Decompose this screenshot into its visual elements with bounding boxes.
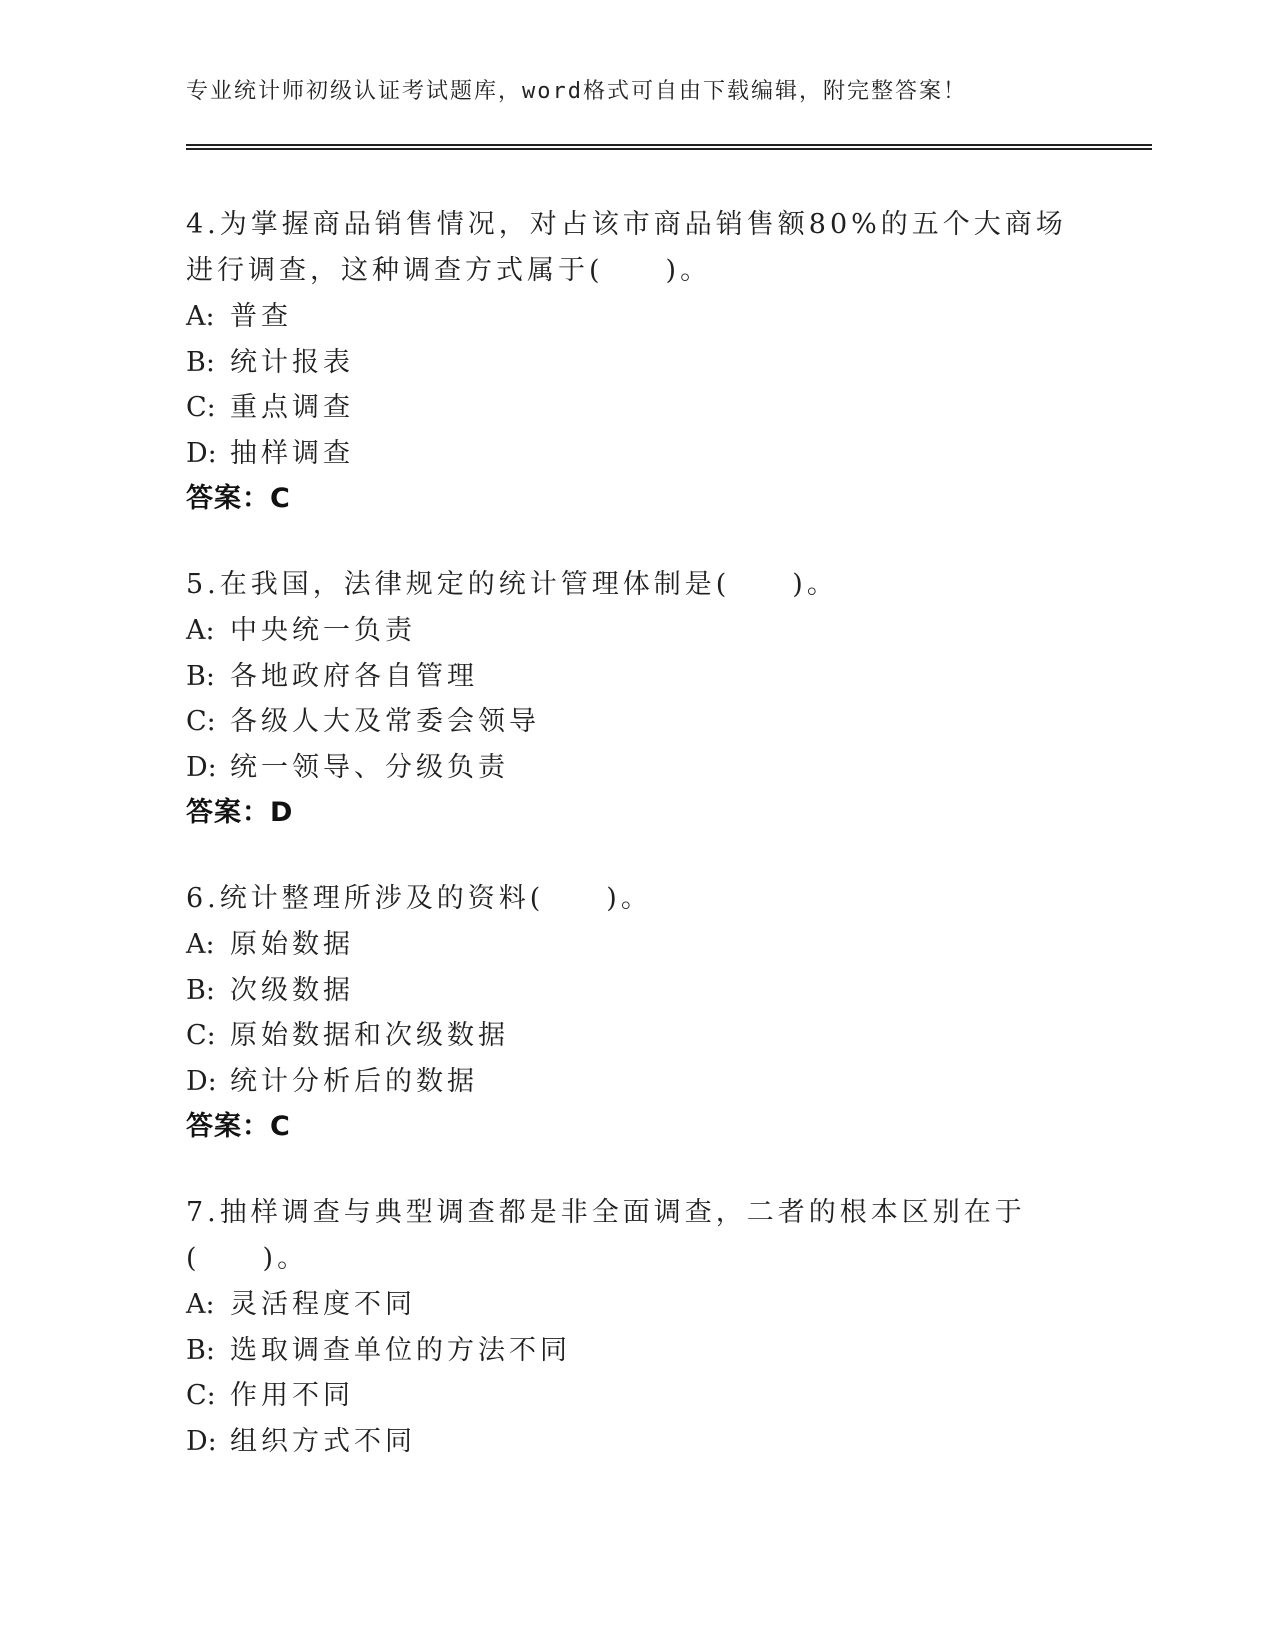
option-b bbox=[186, 1328, 1086, 1374]
option-d bbox=[186, 1419, 1086, 1465]
option-key: A: bbox=[186, 929, 215, 960]
option-text: 重点调查 bbox=[230, 392, 354, 423]
option-text: 次级数据 bbox=[230, 974, 354, 1006]
option-a bbox=[186, 294, 1086, 340]
option-key: B: bbox=[186, 1334, 215, 1366]
option-d bbox=[186, 745, 1086, 791]
option-key: A: bbox=[186, 1289, 215, 1320]
option-c bbox=[186, 1013, 1086, 1059]
option-d bbox=[186, 1059, 1086, 1105]
answer-line: 答案：C bbox=[186, 1111, 291, 1142]
option-key: C: bbox=[186, 706, 216, 737]
question-5 bbox=[186, 562, 1086, 836]
option-text: 中央统一负责 bbox=[230, 615, 416, 646]
question-list bbox=[186, 202, 1086, 1504]
option-text: 组织方式不同 bbox=[230, 1425, 416, 1457]
document-header: 专业统计师初级认证考试题库，word格式可自由下载编辑，附完整答案！ bbox=[186, 79, 967, 104]
option-a bbox=[186, 1282, 1086, 1328]
option-b bbox=[186, 340, 1086, 386]
option-text: 各级人大及常委会领导 bbox=[230, 706, 540, 737]
option-key: C: bbox=[186, 1020, 216, 1051]
option-key: D: bbox=[186, 437, 217, 469]
question-7 bbox=[186, 1190, 1086, 1464]
question-stem: 4.为掌握商品销售情况，对占该市商品销售额80%的五个大商场进行调查，这种调查方式属于( )。 bbox=[186, 209, 1067, 286]
option-key: B: bbox=[186, 660, 215, 692]
option-b bbox=[186, 968, 1086, 1014]
option-c bbox=[186, 385, 1086, 431]
option-text: 普查 bbox=[230, 301, 292, 332]
option-c bbox=[186, 699, 1086, 745]
option-key: B: bbox=[186, 346, 215, 378]
question-stem: 6.统计整理所涉及的资料( )。 bbox=[186, 883, 652, 914]
question-stem: 5.在我国，法律规定的统计管理体制是( )。 bbox=[186, 569, 838, 600]
option-key: A: bbox=[186, 615, 215, 646]
answer-line: 答案：C bbox=[186, 483, 291, 514]
option-text: 作用不同 bbox=[230, 1380, 354, 1411]
option-text: 灵活程度不同 bbox=[230, 1289, 416, 1320]
option-key: D: bbox=[186, 1425, 217, 1457]
option-key: D: bbox=[186, 1065, 217, 1097]
option-text: 选取调查单位的方法不同 bbox=[230, 1334, 571, 1366]
option-d bbox=[186, 431, 1086, 477]
option-text: 各地政府各自管理 bbox=[230, 660, 478, 692]
option-text: 原始数据 bbox=[230, 929, 354, 960]
option-key: B: bbox=[186, 974, 215, 1006]
option-key: D: bbox=[186, 751, 217, 783]
option-c bbox=[186, 1373, 1086, 1419]
question-stem: 7.抽样调查与典型调查都是非全面调查，二者的根本区别在于( )。 bbox=[186, 1197, 1026, 1274]
option-key: C: bbox=[186, 392, 216, 423]
answer-line: 答案：D bbox=[186, 797, 294, 828]
option-text: 原始数据和次级数据 bbox=[230, 1020, 509, 1051]
option-text: 统计分析后的数据 bbox=[230, 1065, 478, 1097]
option-a bbox=[186, 608, 1086, 654]
option-text: 统计报表 bbox=[230, 346, 354, 378]
question-6 bbox=[186, 876, 1086, 1150]
header-divider bbox=[186, 144, 1152, 150]
option-text: 抽样调查 bbox=[230, 437, 354, 469]
option-a bbox=[186, 922, 1086, 968]
option-key: A: bbox=[186, 301, 215, 332]
option-b bbox=[186, 654, 1086, 700]
option-text: 统一领导、分级负责 bbox=[230, 751, 509, 783]
option-key: C: bbox=[186, 1380, 216, 1411]
question-4 bbox=[186, 202, 1086, 522]
